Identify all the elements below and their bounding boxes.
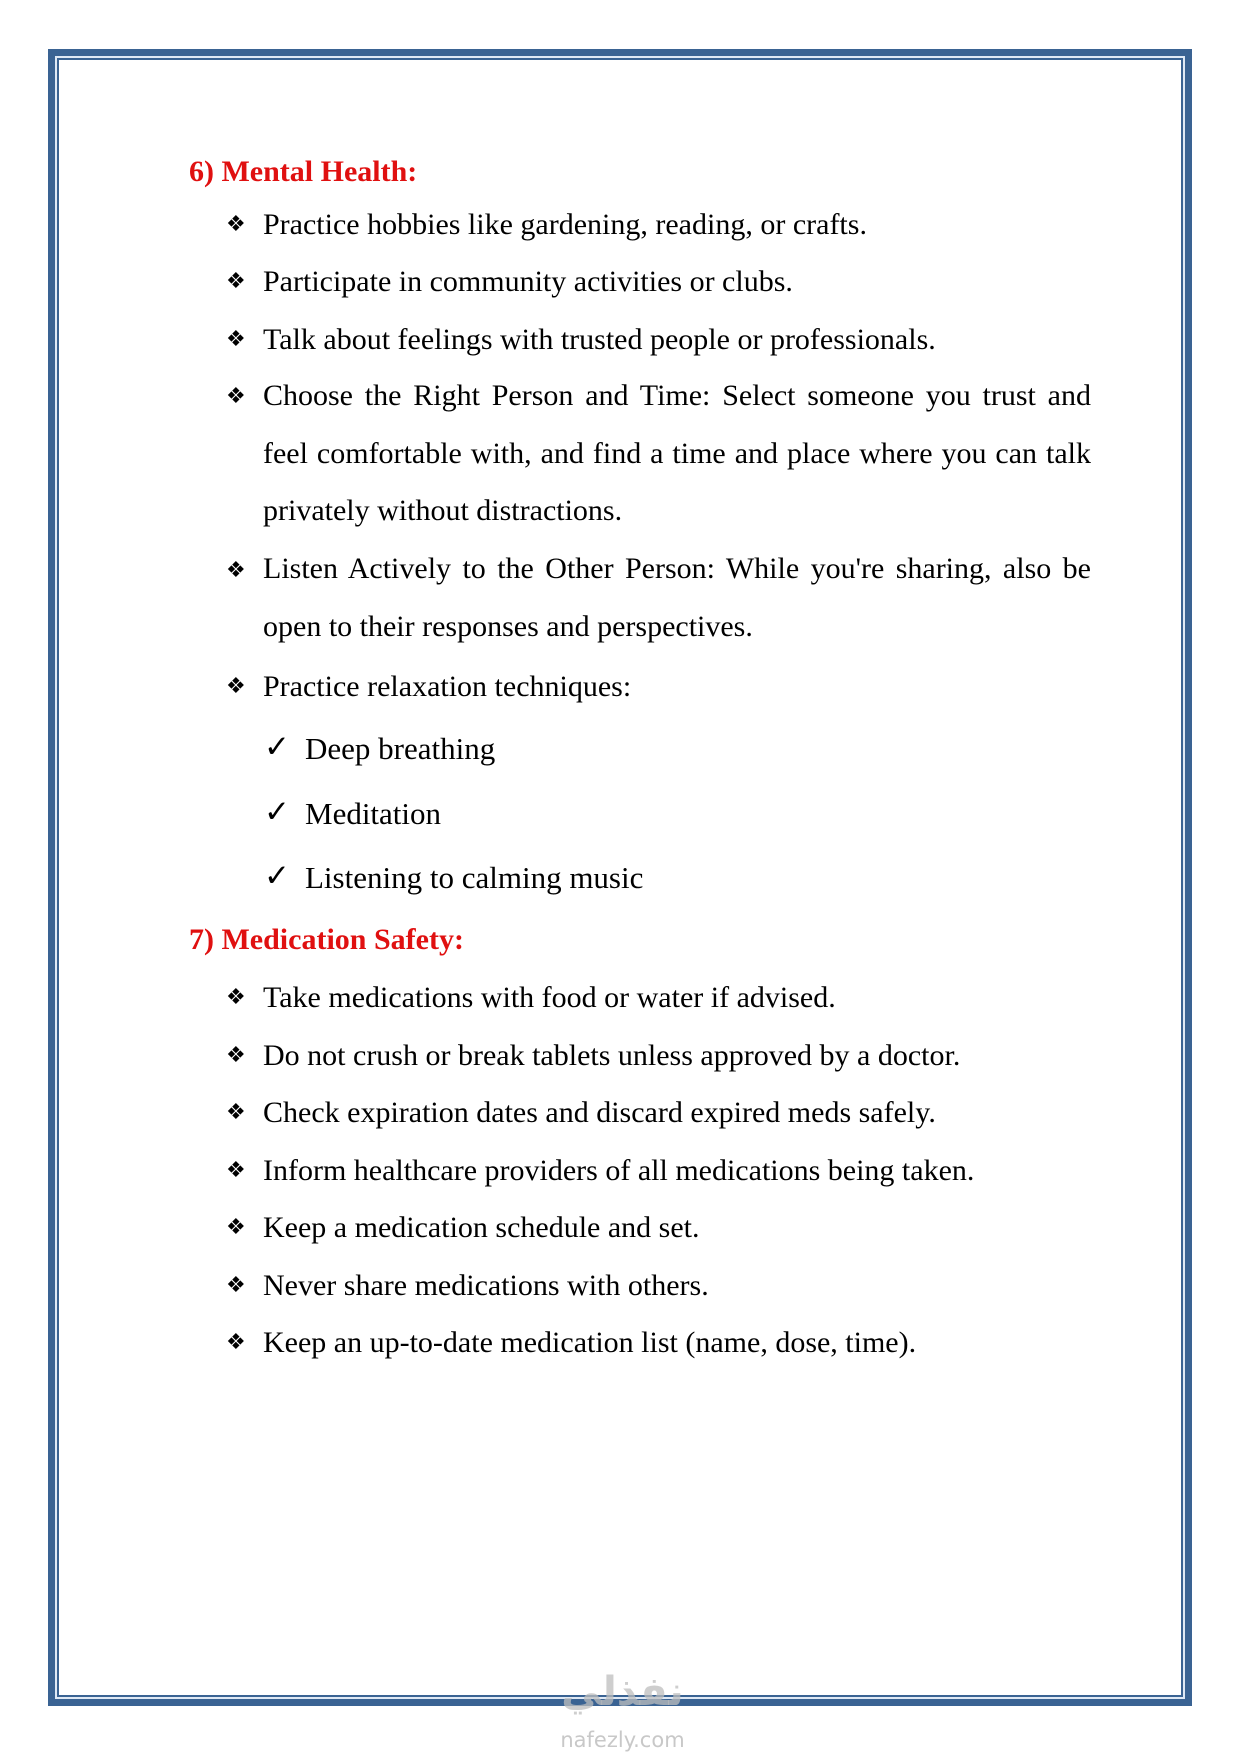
diamond-cluster-bullet-icon: ❖	[226, 269, 246, 294]
watermark-site: nafezly.com	[560, 1728, 685, 1752]
section-heading-mental-health: 6) Mental Health:	[189, 155, 418, 188]
sub-list-item: Deep breathing	[305, 731, 496, 766]
list-item: Inform healthcare providers of all medications being taken.	[263, 1154, 975, 1187]
diamond-cluster-bullet-icon: ❖	[226, 1215, 246, 1240]
section-heading-medication-safety: 7) Medication Safety:	[189, 923, 464, 956]
diamond-cluster-bullet-icon: ❖	[226, 1043, 246, 1068]
list-item: Participate in community activities or clubs.	[263, 265, 793, 298]
diamond-cluster-bullet-icon: ❖	[226, 1158, 246, 1183]
checkmark-icon: ✓	[264, 794, 290, 830]
diamond-cluster-bullet-icon: ❖	[226, 1330, 246, 1355]
diamond-cluster-bullet-icon: ❖	[226, 1273, 246, 1298]
diamond-cluster-bullet-icon: ❖	[226, 674, 246, 699]
list-item: Keep an up-to-date medication list (name, dose, time).	[263, 1326, 917, 1359]
checkmark-icon: ✓	[264, 858, 290, 894]
sub-list-item: Listening to calming music	[305, 860, 644, 895]
list-item: Never share medications with others.	[263, 1269, 709, 1302]
diamond-cluster-bullet-icon: ❖	[226, 1100, 246, 1125]
sub-list-item: Meditation	[305, 796, 442, 831]
diamond-cluster-bullet-icon: ❖	[226, 558, 246, 583]
list-item: Check expiration dates and discard expired meds safely.	[263, 1096, 936, 1129]
watermark-logo-arabic: نفذلي	[561, 1669, 684, 1715]
list-item: Keep a medication schedule and set.	[263, 1211, 700, 1244]
list-item: Choose the Right Person and Time: Select someone you trust and feel comfortable with, and find a time and place where you can talk privately without distractions.	[263, 379, 1091, 527]
list-item: Listen Actively to the Other Person: While you're sharing, also be open to their responses and perspectives.	[263, 552, 1091, 643]
diamond-cluster-bullet-icon: ❖	[226, 212, 246, 237]
list-item: Talk about feelings with trusted people or professionals.	[263, 323, 936, 356]
diamond-cluster-bullet-icon: ❖	[226, 985, 246, 1010]
list-item: Practice relaxation techniques:	[263, 670, 632, 703]
checkmark-icon: ✓	[264, 729, 290, 765]
list-item: Take medications with food or water if advised.	[263, 981, 836, 1014]
list-item: Practice hobbies like gardening, reading, or crafts.	[263, 208, 867, 241]
diamond-cluster-bullet-icon: ❖	[226, 384, 246, 409]
list-item: Do not crush or break tablets unless approved by a doctor.	[263, 1039, 961, 1072]
diamond-cluster-bullet-icon: ❖	[226, 327, 246, 352]
